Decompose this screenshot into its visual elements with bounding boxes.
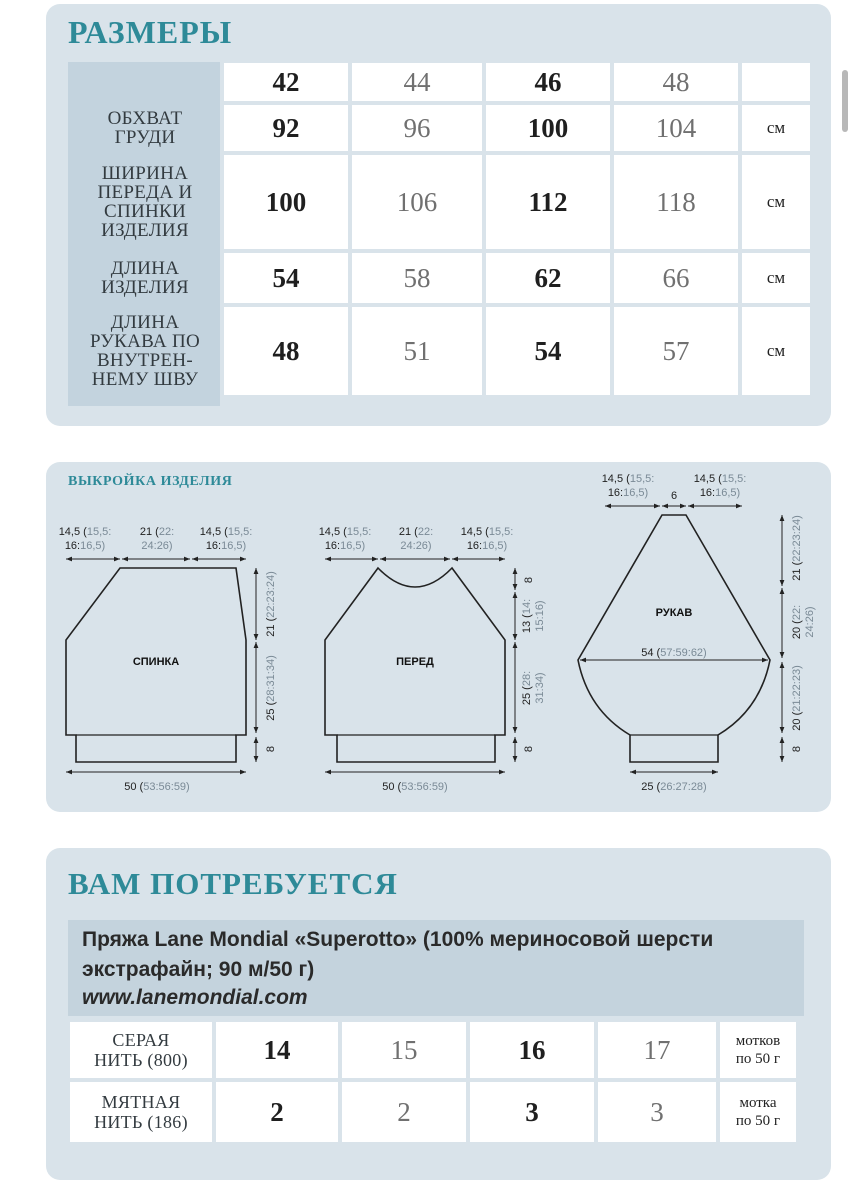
value-cell: 118 [614, 155, 738, 249]
sleeve-top-right-2: 16:16,5) [699, 487, 741, 499]
front-shoulder-right-2: 16:16,5) [466, 540, 508, 552]
front-armhole-height-2: 15:16) [534, 600, 546, 632]
back-armhole-height: 21 (22:23:24) [265, 571, 277, 637]
value-cell: 17 [598, 1022, 716, 1078]
row-label: ДЛИНА РУКАВА ПО ВНУТРЕН- НЕМУ ШВУ [89, 312, 201, 390]
value-cell: 3 [470, 1082, 594, 1142]
back-width: 50 (53:56:59) [124, 781, 190, 793]
value-cell: 58 [352, 253, 482, 303]
front-side-height: 25 (28: [521, 670, 533, 706]
sleeve-top-left: 14,5 (15,5: [601, 473, 655, 485]
value-cell: 96 [352, 105, 482, 151]
yarn-table [66, 1018, 800, 1146]
front-neck: 21 (22: [398, 526, 434, 538]
back-shoulder-right: 14,5 (15,5: [199, 526, 253, 538]
size-header-cell: 48 [614, 63, 738, 101]
front-width: 50 (53:56:59) [382, 781, 448, 793]
value-cell: 54 [486, 307, 610, 395]
row-label: ДЛИНА ИЗДЕЛИЯ [101, 258, 189, 298]
row-label: СЕРАЯ НИТЬ (800) [70, 1022, 212, 1078]
table-row [70, 1082, 796, 1142]
value-cell: 14 [216, 1022, 338, 1078]
value-cell: 15 [342, 1022, 466, 1078]
back-rib-height: 8 [265, 745, 277, 753]
unit-cell: см [742, 307, 810, 395]
value-cell: 62 [486, 253, 610, 303]
back-side-height: 25 (28:31:34) [265, 655, 277, 721]
yarn-description [68, 920, 804, 1016]
value-cell: 106 [352, 155, 482, 249]
value-cell: 57 [614, 307, 738, 395]
sizes-title: РАЗМЕРЫ [68, 14, 233, 50]
front-rib-height: 8 [523, 745, 535, 753]
value-cell: 100 [224, 155, 348, 249]
value-cell: 48 [224, 307, 348, 395]
materials-title: ВАМ ПОТРЕБУЕТСЯ [68, 866, 398, 901]
sleeve-cap-upper: 21 (22:23:24) [791, 515, 803, 581]
front-neck-2: 24:26) [400, 540, 432, 552]
sleeve-top-right: 14,5 (15,5: [693, 473, 747, 485]
table-row [70, 1022, 796, 1078]
back-neck-2: 24:26) [141, 540, 173, 552]
pattern-title: ВЫКРОЙКА ИЗДЕЛИЯ [68, 474, 233, 489]
back-shoulder-left: 14,5 (15,5: [58, 526, 112, 538]
value-cell: 54 [224, 253, 348, 303]
size-header-cell: 44 [352, 63, 482, 101]
sleeve-cuff-height: 8 [791, 745, 803, 753]
row-label: ШИРИНА ПЕРЕДА И СПИНКИ ИЗДЕЛИЯ [97, 163, 193, 241]
front-neck-depth: 8 [523, 576, 535, 584]
front-armhole-height: 13 (14: [521, 598, 533, 634]
value-cell: 92 [224, 105, 348, 151]
sleeve-label: РУКАВ [655, 607, 693, 619]
back-shoulder-left-2: 16:16,5) [64, 540, 106, 552]
front-piece [319, 526, 546, 793]
sleeve-width: 54 (57:59:62) [641, 647, 707, 659]
unit-cell: мотка по 50 г [720, 1082, 796, 1142]
yarn-line-2: экстрафайн; 90 м/50 г) [82, 958, 315, 981]
back-neck: 21 (22: [139, 526, 175, 538]
back-label: СПИНКА [132, 656, 180, 668]
value-cell: 51 [352, 307, 482, 395]
value-cell: 2 [216, 1082, 338, 1142]
value-cell: 3 [598, 1082, 716, 1142]
unit-cell: см [742, 155, 810, 249]
front-shoulder-left-2: 16:16,5) [324, 540, 366, 552]
value-cell: 112 [486, 155, 610, 249]
front-shoulder-left: 14,5 (15,5: [318, 526, 372, 538]
row-label: ОБХВАТ ГРУДИ [107, 108, 183, 148]
sleeve-body-height: 20 (21:22:23) [791, 665, 803, 731]
size-header-cell: 46 [486, 63, 610, 101]
size-header-cell: 42 [224, 63, 348, 101]
sleeve-cap-lower-2: 24:26) [804, 606, 816, 638]
yarn-line-1: Пряжа Lane Mondial «Superotto» (100% мериносовой шерсти [82, 928, 714, 951]
value-cell: 104 [614, 105, 738, 151]
front-shoulder-right: 14,5 (15,5: [460, 526, 514, 538]
sleeve-cap-lower: 20 (22: [791, 604, 803, 640]
sleeve-cuff-width: 25 (26:27:28) [641, 781, 707, 793]
yarn-url-link[interactable]: www.lanemondial.com [82, 986, 308, 1009]
back-shoulder-right-2: 16:16,5) [205, 540, 247, 552]
front-label: ПЕРЕД [396, 656, 434, 668]
value-cell: 100 [486, 105, 610, 151]
value-cell: 2 [342, 1082, 466, 1142]
unit-cell: см [742, 253, 810, 303]
back-piece [59, 526, 277, 793]
unit-cell: см [742, 105, 810, 151]
front-side-height-2: 31:34) [534, 672, 546, 704]
value-cell: 66 [614, 253, 738, 303]
sleeve-top-center: 6 [670, 490, 678, 502]
value-cell: 16 [470, 1022, 594, 1078]
row-label: МЯТНАЯ НИТЬ (186) [70, 1082, 212, 1142]
sleeve-top-left-2: 16:16,5) [607, 487, 649, 499]
sleeve-outline [578, 515, 770, 762]
sleeve-piece [578, 473, 816, 793]
unit-cell: мотков по 50 г [720, 1022, 796, 1078]
